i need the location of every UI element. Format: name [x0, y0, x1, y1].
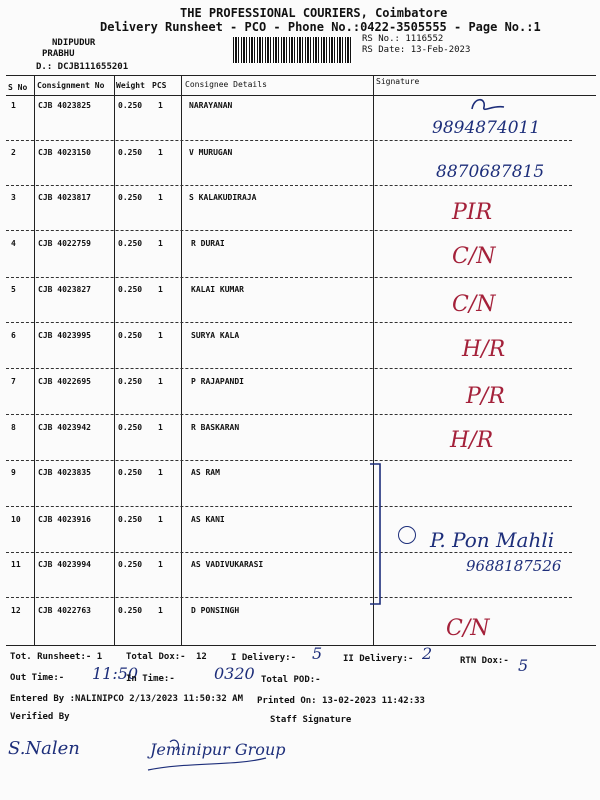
row-consignee: P RAJAPANDI	[191, 377, 244, 386]
row-consignment: CJB 4023835	[38, 468, 91, 477]
row-consignee: R BASKARAN	[191, 423, 240, 432]
total-dox-value: 12	[196, 652, 207, 662]
row-pcs: 1	[158, 148, 163, 157]
row-consignee: D PONSINGH	[191, 606, 240, 615]
header-sno: S No	[8, 83, 28, 92]
header-signature: Signature	[376, 77, 420, 86]
dc-number: D.: DCJB111655201	[36, 62, 129, 72]
row-pcs: 1	[158, 239, 163, 248]
row-weight: 0.250	[118, 239, 143, 248]
entered-by: Entered By :NALINIPCO 2/13/2023 11:50:32 AM	[10, 694, 243, 704]
row-weight: 0.250	[118, 101, 143, 110]
row-weight: 0.250	[118, 468, 143, 477]
in-time-label: In Time:-	[126, 674, 175, 684]
row-consignee: NARAYANAN	[189, 101, 233, 110]
row-sno: 6	[11, 331, 16, 340]
handwritten-phone: 9894874011	[432, 118, 541, 138]
row-consignment: CJB 4022695	[38, 377, 91, 386]
row-pcs: 1	[158, 331, 163, 340]
row-consignment: CJB 4023150	[38, 148, 91, 157]
row-weight: 0.250	[118, 285, 143, 294]
handwritten-status: H/R	[462, 337, 506, 362]
barcode	[233, 37, 353, 63]
row-consignee: V MURUGAN	[189, 148, 233, 157]
header-consignment: Consignment No	[37, 81, 105, 90]
row-consignee: AS VADIVUKARASI	[191, 560, 264, 569]
tot-runsheet: Tot. Runsheet:- 1	[10, 652, 103, 662]
row-pcs: 1	[158, 515, 163, 524]
col-divider	[114, 75, 115, 645]
signature-scribble-icon	[146, 736, 346, 776]
row-consignment: CJB 4022763	[38, 606, 91, 615]
out-time-label: Out Time:-	[10, 673, 65, 683]
row-weight: 0.250	[118, 148, 143, 157]
row-consignment: CJB 4023825	[38, 101, 91, 110]
i-delivery-label: I Delivery:-	[231, 653, 297, 663]
rs-number: RS No.: 1116552	[362, 34, 444, 44]
row-sno: 9	[11, 468, 16, 477]
row-pcs: 1	[158, 193, 163, 202]
printed-on: Printed On: 13-02-2023 11:42:33	[257, 696, 425, 706]
row-divider	[6, 185, 572, 186]
row-pcs: 1	[158, 377, 163, 386]
row-weight: 0.250	[118, 331, 143, 340]
handwritten-status: C/N	[446, 616, 490, 641]
row-sno: 2	[11, 148, 16, 157]
company-title: THE PROFESSIONAL COURIERS, Coimbatore	[180, 6, 448, 20]
row-pcs: 1	[158, 468, 163, 477]
rs-date: RS Date: 13-Feb-2023	[362, 45, 471, 55]
handwritten-phone: 8870687815	[436, 162, 545, 182]
row-divider	[6, 414, 572, 415]
col-divider	[34, 75, 35, 645]
row-sno: 12	[11, 606, 21, 615]
row-weight: 0.250	[118, 193, 143, 202]
scribble-signature-icon	[468, 95, 508, 117]
handwritten-name: P. Pon Mahli	[430, 528, 555, 552]
row-weight: 0.250	[118, 377, 143, 386]
row-sno: 3	[11, 193, 16, 202]
header-weight: Weight	[116, 81, 145, 90]
row-divider	[6, 277, 572, 278]
handwritten-status: H/R	[450, 428, 494, 453]
header-pcs: PCS	[152, 81, 167, 90]
handwritten-status: P/R	[466, 384, 505, 409]
handwritten-phone: 9688187526	[466, 557, 562, 575]
out-time-value: 11:50	[92, 664, 139, 683]
handwritten-status: PIR	[452, 200, 493, 225]
verified-by-label: Verified By	[10, 712, 70, 722]
agent-name: PRABHU	[42, 49, 75, 59]
in-time-value: 0320	[214, 664, 255, 683]
total-dox-label: Total Dox:-	[126, 652, 186, 662]
staff-signature-label: Staff Signature	[270, 715, 352, 725]
row-sno: 11	[11, 560, 21, 569]
row-sno: 4	[11, 239, 16, 248]
row-weight: 0.250	[118, 423, 143, 432]
row-consignment: CJB 4023995	[38, 331, 91, 340]
row-weight: 0.250	[118, 606, 143, 615]
row-divider	[6, 140, 572, 141]
row-divider	[6, 506, 572, 507]
row-sno: 5	[11, 285, 16, 294]
handwritten-status: C/N	[452, 244, 496, 269]
row-pcs: 1	[158, 285, 163, 294]
row-divider	[6, 460, 572, 461]
handwritten-status: C/N	[452, 292, 496, 317]
staff-signature: Jeminipur Group	[150, 740, 286, 759]
row-pcs: 1	[158, 560, 163, 569]
row-consignment: CJB 4023817	[38, 193, 91, 202]
row-consignment: CJB 4023994	[38, 560, 91, 569]
row-sno: 1	[11, 101, 16, 110]
row-consignment: CJB 4023916	[38, 515, 91, 524]
row-consignment: CJB 4022759	[38, 239, 91, 248]
row-consignment: CJB 4023942	[38, 423, 91, 432]
i-delivery-value: 5	[312, 644, 323, 663]
row-sno: 10	[11, 515, 21, 524]
table-top-rule	[6, 75, 596, 76]
runsheet-subtitle: Delivery Runsheet - PCO - Phone No.:0422-3505555 - Page No.:1	[100, 20, 541, 34]
ii-delivery-label: II Delivery:-	[343, 654, 414, 664]
row-consignee: R DURAI	[191, 239, 225, 248]
row-divider	[6, 230, 572, 231]
row-consignee: SURYA KALA	[191, 331, 240, 340]
bracket-mark	[368, 462, 386, 606]
row-pcs: 1	[158, 606, 163, 615]
row-pcs: 1	[158, 101, 163, 110]
row-weight: 0.250	[118, 515, 143, 524]
row-weight: 0.250	[118, 560, 143, 569]
row-divider	[6, 597, 572, 598]
row-consignee: AS KANI	[191, 515, 225, 524]
verified-signature: S.Nalen	[8, 738, 80, 759]
row-divider	[6, 552, 572, 553]
total-pod-label: Total POD:-	[261, 675, 321, 685]
table-bottom-rule	[6, 645, 596, 646]
row-divider	[6, 322, 572, 323]
row-divider	[6, 368, 572, 369]
branch-name: NDIPUDUR	[52, 38, 96, 48]
rtn-dox-label: RTN Dox:-	[460, 656, 509, 666]
ii-delivery-value: 2	[422, 644, 433, 663]
row-consignee: KALAI KUMAR	[191, 285, 244, 294]
col-divider	[181, 75, 182, 645]
circled-mark-icon	[398, 526, 416, 544]
row-sno: 7	[11, 377, 16, 386]
row-sno: 8	[11, 423, 16, 432]
row-pcs: 1	[158, 423, 163, 432]
row-consignee: S KALAKUDIRAJA	[189, 193, 257, 202]
rtn-dox-value: 5	[518, 656, 529, 675]
row-consignee: AS RAM	[191, 468, 220, 477]
header-consignee: Consignee Details	[185, 80, 267, 89]
row-consignment: CJB 4023827	[38, 285, 91, 294]
